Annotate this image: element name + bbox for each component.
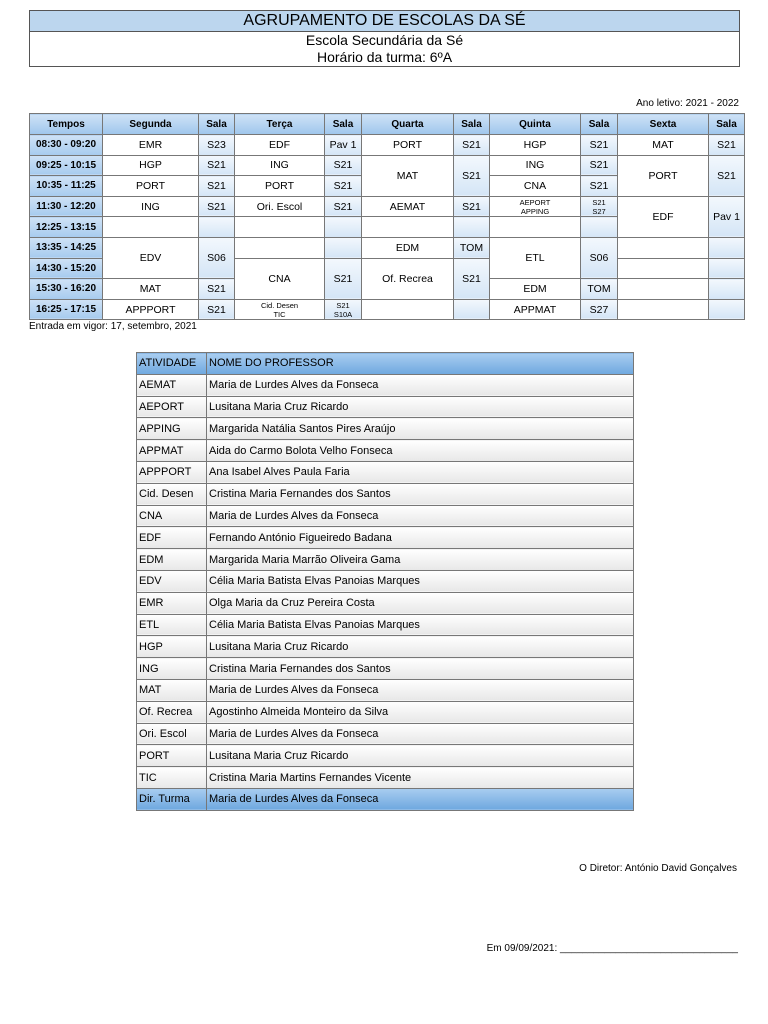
teacher-cell: Cristina Maria Fernandes dos Santos	[207, 483, 634, 505]
teacher-row	[137, 614, 634, 636]
date-signature-line: Em 09/09/2021: ________________________________	[486, 943, 738, 954]
schedule-row	[30, 299, 745, 320]
class-cell: MAT	[618, 135, 709, 156]
teacher-cell: Olga Maria da Cruz Pereira Costa	[207, 592, 634, 614]
class-cell: CNA	[490, 176, 581, 197]
teacher-row	[137, 570, 634, 592]
teacher-row	[137, 396, 634, 418]
empty-cell	[709, 258, 745, 279]
room-cell: TOM	[454, 237, 490, 258]
split-room-line: S21	[336, 300, 350, 310]
teacher-cell: Célia Maria Batista Elvas Panoias Marques	[207, 570, 634, 592]
room-cell: S21	[709, 135, 745, 156]
activity-cell: APPMAT	[137, 440, 207, 462]
class-cell: Ori. Escol	[235, 196, 325, 217]
col-header: Terça	[235, 114, 325, 135]
col-header: Sala	[581, 114, 618, 135]
teacher-row	[137, 440, 634, 462]
empty-cell	[454, 217, 490, 238]
teacher-row	[137, 701, 634, 723]
class-cell: EDM	[490, 279, 581, 300]
room-cell: S21	[454, 258, 490, 299]
split-room-line: S21	[592, 197, 606, 207]
split-room-line: S27	[592, 206, 606, 216]
room-cell: S21	[199, 176, 235, 197]
col-header: Sala	[709, 114, 745, 135]
time-slot: 16:25 - 17:15	[30, 299, 103, 320]
schedule-row	[30, 237, 745, 258]
room-cell: S21	[454, 135, 490, 156]
room-cell: S21	[325, 155, 362, 176]
class-cell: PORT	[235, 176, 325, 197]
teacher-cell: Margarida Maria Marrão Oliveira Gama	[207, 549, 634, 571]
teacher-cell: Aida do Carmo Bolota Velho Fonseca	[207, 440, 634, 462]
activity-cell: TIC	[137, 767, 207, 789]
empty-cell	[618, 299, 709, 320]
teacher-row	[137, 527, 634, 549]
class-cell: ING	[490, 155, 581, 176]
schedule-header-row	[30, 114, 745, 135]
organization-title: AGRUPAMENTO DE ESCOLAS DA SÉ	[30, 11, 739, 32]
empty-cell	[709, 279, 745, 300]
class-cell: APPMAT	[490, 299, 581, 320]
class-cell: ING	[235, 155, 325, 176]
schedule-row	[30, 135, 745, 156]
activity-cell: Ori. Escol	[137, 723, 207, 745]
class-cell: MAT	[362, 155, 454, 196]
activity-cell: EDM	[137, 549, 207, 571]
class-cell: PORT	[103, 176, 199, 197]
empty-cell	[362, 299, 454, 320]
activity-cell: EDF	[137, 527, 207, 549]
activity-cell: AEMAT	[137, 374, 207, 396]
empty-cell	[235, 217, 325, 238]
teacher-cell: Lusitana Maria Cruz Ricardo	[207, 636, 634, 658]
room-cell: S21	[709, 155, 745, 196]
class-cell-split	[235, 299, 325, 320]
teacher-row	[137, 483, 634, 505]
empty-cell	[618, 258, 709, 279]
empty-cell	[618, 237, 709, 258]
teacher-cell: Ana Isabel Alves Paula Faria	[207, 461, 634, 483]
class-cell: PORT	[362, 135, 454, 156]
col-header: Sexta	[618, 114, 709, 135]
col-header: Segunda	[103, 114, 199, 135]
class-cell: HGP	[103, 155, 199, 176]
col-header: Sala	[199, 114, 235, 135]
time-slot: 08:30 - 09:20	[30, 135, 103, 156]
activity-header: ATIVIDADE	[137, 353, 207, 375]
activity-cell: EDV	[137, 570, 207, 592]
schedule-table	[29, 113, 745, 320]
col-header: Quarta	[362, 114, 454, 135]
time-slot: 13:35 - 14:25	[30, 237, 103, 258]
room-cell: S21	[581, 155, 618, 176]
document-header	[29, 10, 740, 67]
empty-cell	[709, 237, 745, 258]
class-cell: Of. Recrea	[362, 258, 454, 299]
class-schedule-title: Horário da turma: 6ºA	[316, 49, 453, 65]
empty-cell	[581, 217, 618, 238]
teacher-cell: Maria de Lurdes Alves da Fonseca	[207, 505, 634, 527]
room-cell: S27	[581, 299, 618, 320]
empty-cell	[103, 217, 199, 238]
room-cell: S23	[199, 135, 235, 156]
schedule-row	[30, 196, 745, 217]
activity-cell: Of. Recrea	[137, 701, 207, 723]
room-cell: S21	[581, 176, 618, 197]
class-cell: HGP	[490, 135, 581, 156]
time-slot: 12:25 - 13:15	[30, 217, 103, 238]
teacher-cell: Fernando António Figueiredo Badana	[207, 527, 634, 549]
activity-cell: CNA	[137, 505, 207, 527]
class-director-row	[137, 788, 634, 810]
teacher-cell: Agostinho Almeida Monteiro da Silva	[207, 701, 634, 723]
class-cell: EDV	[103, 237, 199, 278]
room-cell: S21	[581, 135, 618, 156]
teacher-cell: Maria de Lurdes Alves da Fonseca	[207, 723, 634, 745]
time-slot: 09:25 - 10:15	[30, 155, 103, 176]
schedule-row	[30, 155, 745, 176]
activity-cell: Cid. Desen	[137, 483, 207, 505]
room-cell-split	[581, 196, 618, 217]
room-cell: S06	[581, 237, 618, 278]
teacher-header: NOME DO PROFESSOR	[207, 353, 634, 375]
activity-cell: APPPORT	[137, 461, 207, 483]
time-slot: 10:35 - 11:25	[30, 176, 103, 197]
school-year: Ano letivo: 2021 - 2022	[636, 98, 739, 109]
teacher-cell: Maria de Lurdes Alves da Fonseca	[207, 679, 634, 701]
class-cell: PORT	[618, 155, 709, 196]
class-cell-split	[490, 196, 581, 217]
empty-cell	[199, 217, 235, 238]
room-cell: S21	[199, 279, 235, 300]
empty-cell	[362, 217, 454, 238]
col-header: Quinta	[490, 114, 581, 135]
activity-cell: APPING	[137, 418, 207, 440]
room-cell: S21	[199, 196, 235, 217]
teacher-cell: Lusitana Maria Cruz Ricardo	[207, 396, 634, 418]
activity-cell: PORT	[137, 745, 207, 767]
empty-cell	[454, 299, 490, 320]
time-slot: 15:30 - 16:20	[30, 279, 103, 300]
room-cell: Pav 1	[325, 135, 362, 156]
room-cell: S21	[454, 196, 490, 217]
activity-cell: AEPORT	[137, 396, 207, 418]
activity-cell: EMR	[137, 592, 207, 614]
time-slot: 11:30 - 12:20	[30, 196, 103, 217]
split-class-line: TIC	[273, 309, 286, 319]
in-force-date: Entrada em vigor: 17, setembro, 2021	[29, 321, 197, 332]
class-cell: EDF	[618, 196, 709, 237]
teacher-row	[137, 723, 634, 745]
room-cell: S06	[199, 237, 235, 278]
split-class-line: AEPORT	[519, 197, 551, 207]
teacher-row	[137, 767, 634, 789]
class-cell: CNA	[235, 258, 325, 299]
empty-cell	[235, 237, 325, 258]
class-director-name: Maria de Lurdes Alves da Fonseca	[207, 788, 634, 810]
teacher-row	[137, 461, 634, 483]
teachers-table	[136, 352, 634, 811]
teacher-row	[137, 374, 634, 396]
col-header: Sala	[454, 114, 490, 135]
class-cell: APPPORT	[103, 299, 199, 320]
class-cell: EDM	[362, 237, 454, 258]
class-director-label: Dir. Turma	[137, 788, 207, 810]
director-signature: O Diretor: António David Gonçalves	[579, 863, 737, 874]
teacher-row	[137, 505, 634, 527]
col-header: Tempos	[30, 114, 103, 135]
room-cell: S21	[325, 176, 362, 197]
teacher-cell: Margarida Natália Santos Pires Araújo	[207, 418, 634, 440]
split-class-line: Cid. Desen	[260, 300, 299, 310]
room-cell: S21	[199, 155, 235, 176]
teacher-row	[137, 679, 634, 701]
split-class-line: APPING	[520, 206, 550, 216]
empty-cell	[490, 217, 581, 238]
activity-cell: HGP	[137, 636, 207, 658]
teacher-row	[137, 745, 634, 767]
col-header: Sala	[325, 114, 362, 135]
room-cell: S21	[325, 196, 362, 217]
class-cell: ETL	[490, 237, 581, 278]
class-cell: AEMAT	[362, 196, 454, 217]
class-cell: MAT	[103, 279, 199, 300]
room-cell: S21	[325, 258, 362, 299]
empty-cell	[325, 237, 362, 258]
activity-cell: ETL	[137, 614, 207, 636]
school-name: Escola Secundária da Sé	[305, 32, 464, 48]
teachers-header-row	[137, 353, 634, 375]
room-cell: TOM	[581, 279, 618, 300]
class-cell: EDF	[235, 135, 325, 156]
teacher-row	[137, 549, 634, 571]
teacher-cell: Cristina Maria Martins Fernandes Vicente	[207, 767, 634, 789]
teacher-row	[137, 658, 634, 680]
time-slot: 14:30 - 15:20	[30, 258, 103, 279]
teacher-cell: Cristina Maria Fernandes dos Santos	[207, 658, 634, 680]
activity-cell: MAT	[137, 679, 207, 701]
class-cell: ING	[103, 196, 199, 217]
empty-cell	[325, 217, 362, 238]
teacher-cell: Célia Maria Batista Elvas Panoias Marques	[207, 614, 634, 636]
teacher-cell: Maria de Lurdes Alves da Fonseca	[207, 374, 634, 396]
class-cell: EMR	[103, 135, 199, 156]
room-cell-split	[325, 299, 362, 320]
room-cell: Pav 1	[709, 196, 745, 237]
empty-cell	[618, 279, 709, 300]
teacher-cell: Lusitana Maria Cruz Ricardo	[207, 745, 634, 767]
activity-cell: ING	[137, 658, 207, 680]
split-room-line: S10A	[333, 309, 353, 319]
teacher-row	[137, 592, 634, 614]
teacher-row	[137, 636, 634, 658]
room-cell: S21	[199, 299, 235, 320]
teacher-row	[137, 418, 634, 440]
room-cell: S21	[454, 155, 490, 196]
empty-cell	[709, 299, 745, 320]
